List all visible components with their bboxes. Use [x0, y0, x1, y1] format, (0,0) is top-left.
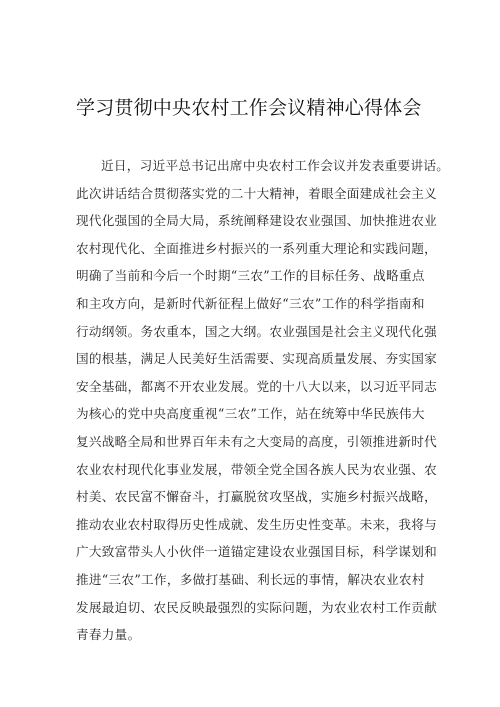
paragraph-line: 广大致富带头人小伙伴一道锚定建设农业强国目标，科学谋划和	[76, 544, 438, 560]
paragraph-line: 推进“三农”工作，多做打基础、利长远的事情，解决农业农村	[76, 571, 425, 587]
paragraph-line: 现代化强国的全局大局，系统阐释建设农业强国、加快推进农业	[76, 213, 438, 229]
paragraph-line: 青春力量。	[76, 627, 141, 643]
document-title: 学习贯彻中央农村工作会议精神心得体会	[76, 97, 422, 119]
paragraph-line: 发展最迫切、农民反映最强烈的实际问题，为农业农村工作贡献	[76, 599, 438, 615]
paragraph-line: 行动纲领。务农重本，国之大纲。农业强国是社会主义现代化强	[76, 323, 438, 339]
paragraph-line: 推动农业农村取得历史性成就、发生历史性变革。未来，我将与	[76, 516, 438, 532]
paragraph-line: 和主攻方向，是新时代新征程上做好“三农”工作的科学指南和	[76, 295, 425, 311]
paragraph-line: 村美、农民富不懈奋斗，打赢脱贫攻坚战，实施乡村振兴战略，	[76, 489, 438, 505]
paragraph-line: 农村现代化、全面推进乡村振兴的一系列重大理论和实践问题，	[76, 240, 438, 256]
paragraph-line: 为核心的党中央高度重视“三农”工作，站在统筹中华民族伟大	[76, 406, 425, 422]
document-body	[76, 152, 450, 649]
paragraph-line: 国的根基，满足人民美好生活需要、实现高质量发展、夯实国家	[76, 351, 438, 367]
paragraph-line: 农业农村现代化事业发展，带领全党全国各族人民为农业强、农	[76, 461, 438, 477]
paragraph-line: 近日，习近平总书记出席中央农村工作会议并发表重要讲话。	[101, 158, 450, 173]
paragraph-line: 复兴战略全局和世界百年未有之大变局的高度，引领推进新时代	[76, 433, 438, 449]
paragraph-line: 安全基础，都离不开农业发展。党的十八大以来，以习近平同志	[76, 378, 438, 394]
paragraph-line: 此次讲话结合贯彻落实党的二十大精神，着眼全面建成社会主义	[76, 185, 438, 201]
paragraph-line: 明确了当前和今后一个时期“三农”工作的目标任务、战略重点	[76, 268, 425, 284]
